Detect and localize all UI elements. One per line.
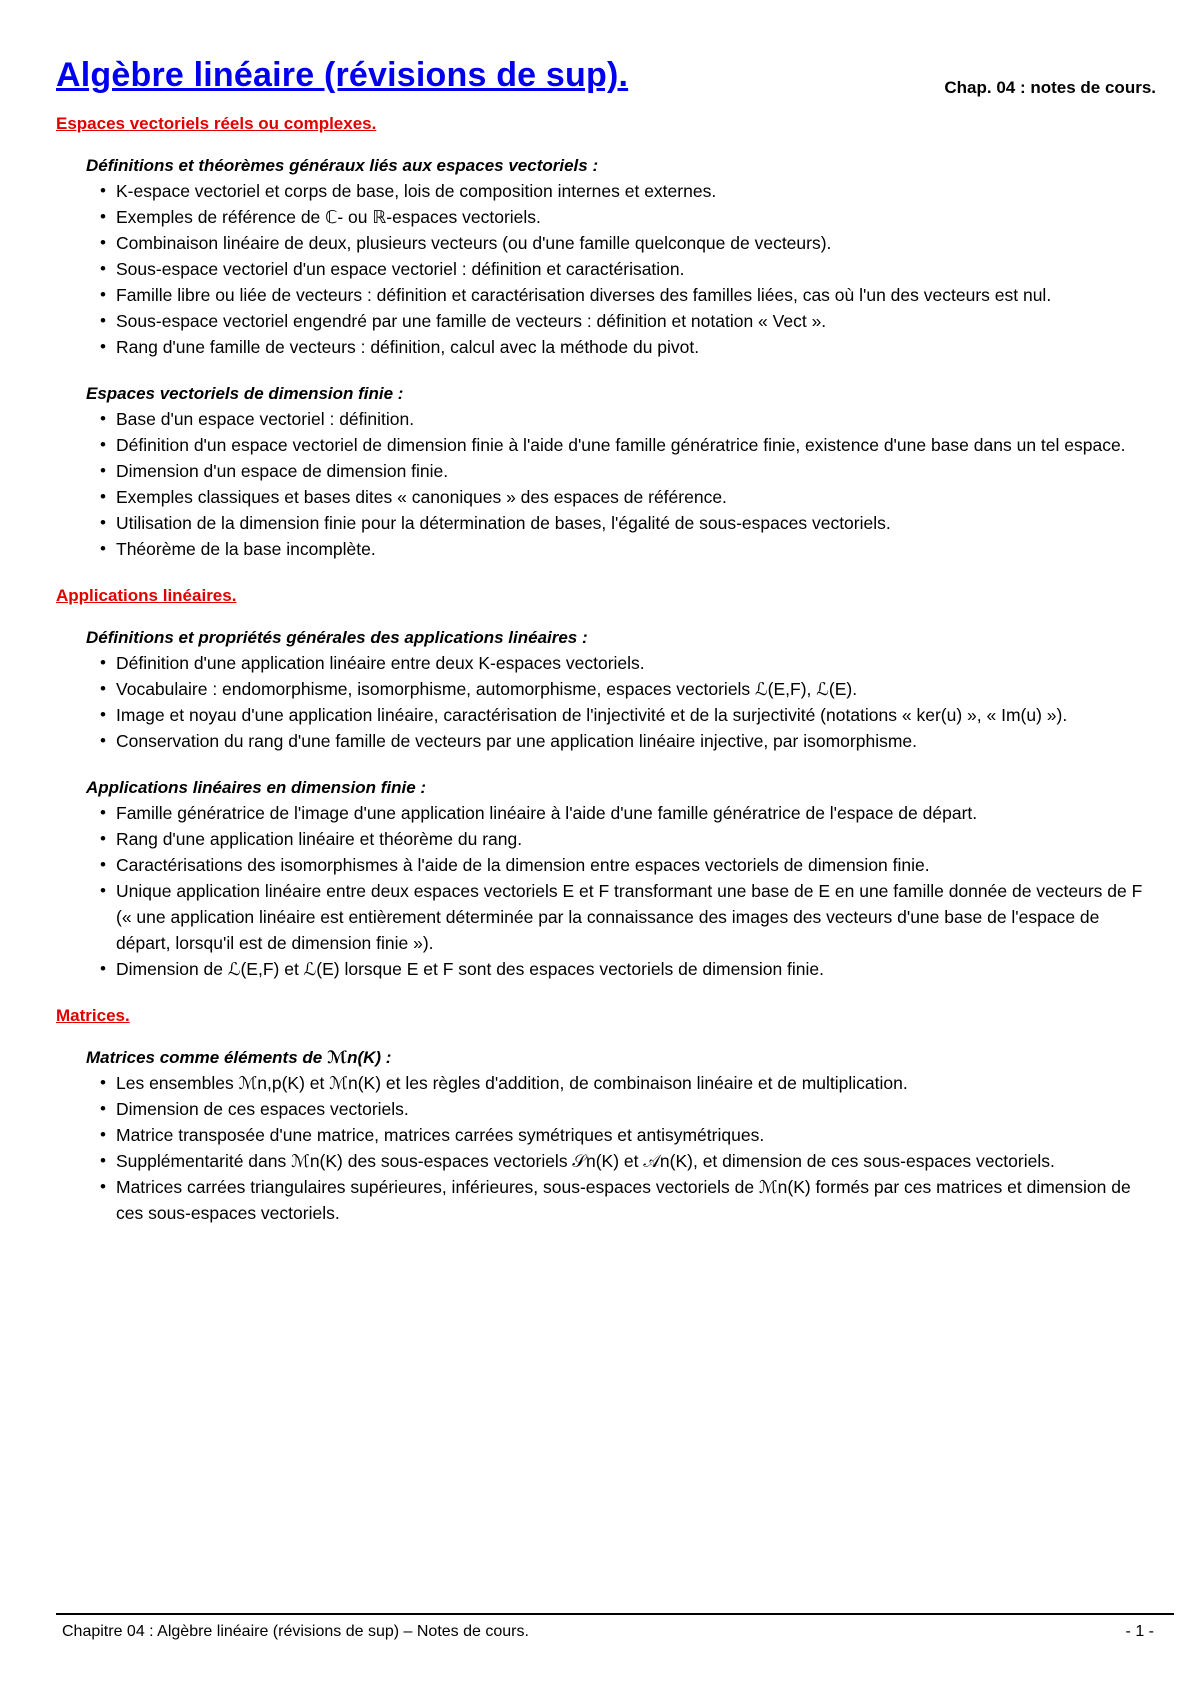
- section-title: Espaces vectoriels réels ou complexes.: [56, 114, 377, 133]
- list-item: • Vocabulaire : endomorphisme, isomorphisme, automorphisme, espaces vectoriels ℒ(E,F), ℒ(E).: [100, 676, 1156, 702]
- list-item: • Exemples classiques et bases dites « canoniques » des espaces de référence.: [100, 484, 1156, 510]
- list-item: • Matrices carrées triangulaires supérieures, inférieures, sous-espaces vectoriels de ℳn(K) formés par ces matrices et dimension de ces sous-espaces vectoriels.: [100, 1174, 1156, 1226]
- list-item: • Sous-espace vectoriel engendré par une famille de vecteurs : définition et notation « Vect ».: [100, 308, 1156, 334]
- list-item: • Base d'un espace vectoriel : définition.: [100, 406, 1156, 432]
- list-item: • Unique application linéaire entre deux espaces vectoriels E et F transformant une base de E en une famille donnée de vecteurs de F (« une application linéaire est entièrement déterminée par la connaissance des images des vecteurs d'une base de l'espace de départ, lorsqu'il est de dimension finie »).: [100, 878, 1156, 956]
- list-item: • Rang d'une application linéaire et théorème du rang.: [100, 826, 1156, 852]
- bullet-list: [100, 406, 1156, 562]
- list-item: • Famille génératrice de l'image d'une application linéaire à l'aide d'une famille génératrice de l'espace de départ.: [100, 800, 1156, 826]
- list-item: • Dimension de ces espaces vectoriels.: [100, 1096, 1156, 1122]
- subsection-title: Matrices comme éléments de ℳn(K) :: [86, 1048, 392, 1067]
- bullet-list: [100, 800, 1156, 982]
- list-item: • Dimension de ℒ(E,F) et ℒ(E) lorsque E et F sont des espaces vectoriels de dimension finie.: [100, 956, 1156, 982]
- list-item: • Utilisation de la dimension finie pour la détermination de bases, l'égalité de sous-espaces vectoriels.: [100, 510, 1156, 536]
- bullet-list: [100, 178, 1156, 360]
- bullet-list: [100, 1070, 1156, 1226]
- footer-text: Chapitre 04 : Algèbre linéaire (révisions de sup) – Notes de cours.: [62, 1623, 529, 1640]
- list-item: • Famille libre ou liée de vecteurs : définition et caractérisation diverses des familles liées, cas où l'un des vecteurs est nul.: [100, 282, 1156, 308]
- list-item: • Définition d'un espace vectoriel de dimension finie à l'aide d'une famille génératrice finie, existence d'une base dans un tel espace.: [100, 432, 1156, 458]
- subsection-title: Définitions et propriétés générales des applications linéaires :: [86, 628, 588, 647]
- list-item: • Sous-espace vectoriel d'un espace vectoriel : définition et caractérisation.: [100, 256, 1156, 282]
- list-item: • Rang d'une famille de vecteurs : définition, calcul avec la méthode du pivot.: [100, 334, 1156, 360]
- chapter-label: Chap. 04 : notes de cours.: [944, 78, 1156, 97]
- subsection-title: Espaces vectoriels de dimension finie :: [86, 384, 404, 403]
- subsection-title: Applications linéaires en dimension finie :: [86, 778, 427, 797]
- header: [56, 56, 1156, 106]
- section-title: Matrices.: [56, 1006, 130, 1025]
- bullet-list: [100, 650, 1156, 754]
- list-item: • Supplémentarité dans ℳn(K) des sous-espaces vectoriels 𝒮n(K) et 𝒜n(K), et dimension de ces sous-espaces vectoriels.: [100, 1148, 1156, 1174]
- list-item: • Théorème de la base incomplète.: [100, 536, 1156, 562]
- page-footer: [56, 1613, 1174, 1640]
- list-item: • Conservation du rang d'une famille de vecteurs par une application linéaire injective, par isomorphisme.: [100, 728, 1156, 754]
- section-title: Applications linéaires.: [56, 586, 237, 605]
- list-item: • Les ensembles ℳn,p(K) et ℳn(K) et les règles d'addition, de combinaison linéaire et de multiplication.: [100, 1070, 1156, 1096]
- document-title: Algèbre linéaire (révisions de sup).: [56, 56, 629, 94]
- list-item: • Définition d'une application linéaire entre deux K-espaces vectoriels.: [100, 650, 1156, 676]
- list-item: • Exemples de référence de ℂ- ou ℝ-espaces vectoriels.: [100, 204, 1156, 230]
- page-content: [56, 56, 1156, 1226]
- subsection-title: Définitions et théorèmes généraux liés aux espaces vectoriels :: [86, 156, 599, 175]
- list-item: • Combinaison linéaire de deux, plusieurs vecteurs (ou d'une famille quelconque de vecteurs).: [100, 230, 1156, 256]
- list-item: • K-espace vectoriel et corps de base, lois de composition internes et externes.: [100, 178, 1156, 204]
- page-number: - 1 -: [1125, 1623, 1154, 1640]
- sections-container: [56, 114, 1156, 1226]
- list-item: • Dimension d'un espace de dimension finie.: [100, 458, 1156, 484]
- list-item: • Matrice transposée d'une matrice, matrices carrées symétriques et antisymétriques.: [100, 1122, 1156, 1148]
- list-item: • Image et noyau d'une application linéaire, caractérisation de l'injectivité et de la surjectivité (notations « ker(u) », « Im(u) »).: [100, 702, 1156, 728]
- list-item: • Caractérisations des isomorphismes à l'aide de la dimension entre espaces vectoriels de dimension finie.: [100, 852, 1156, 878]
